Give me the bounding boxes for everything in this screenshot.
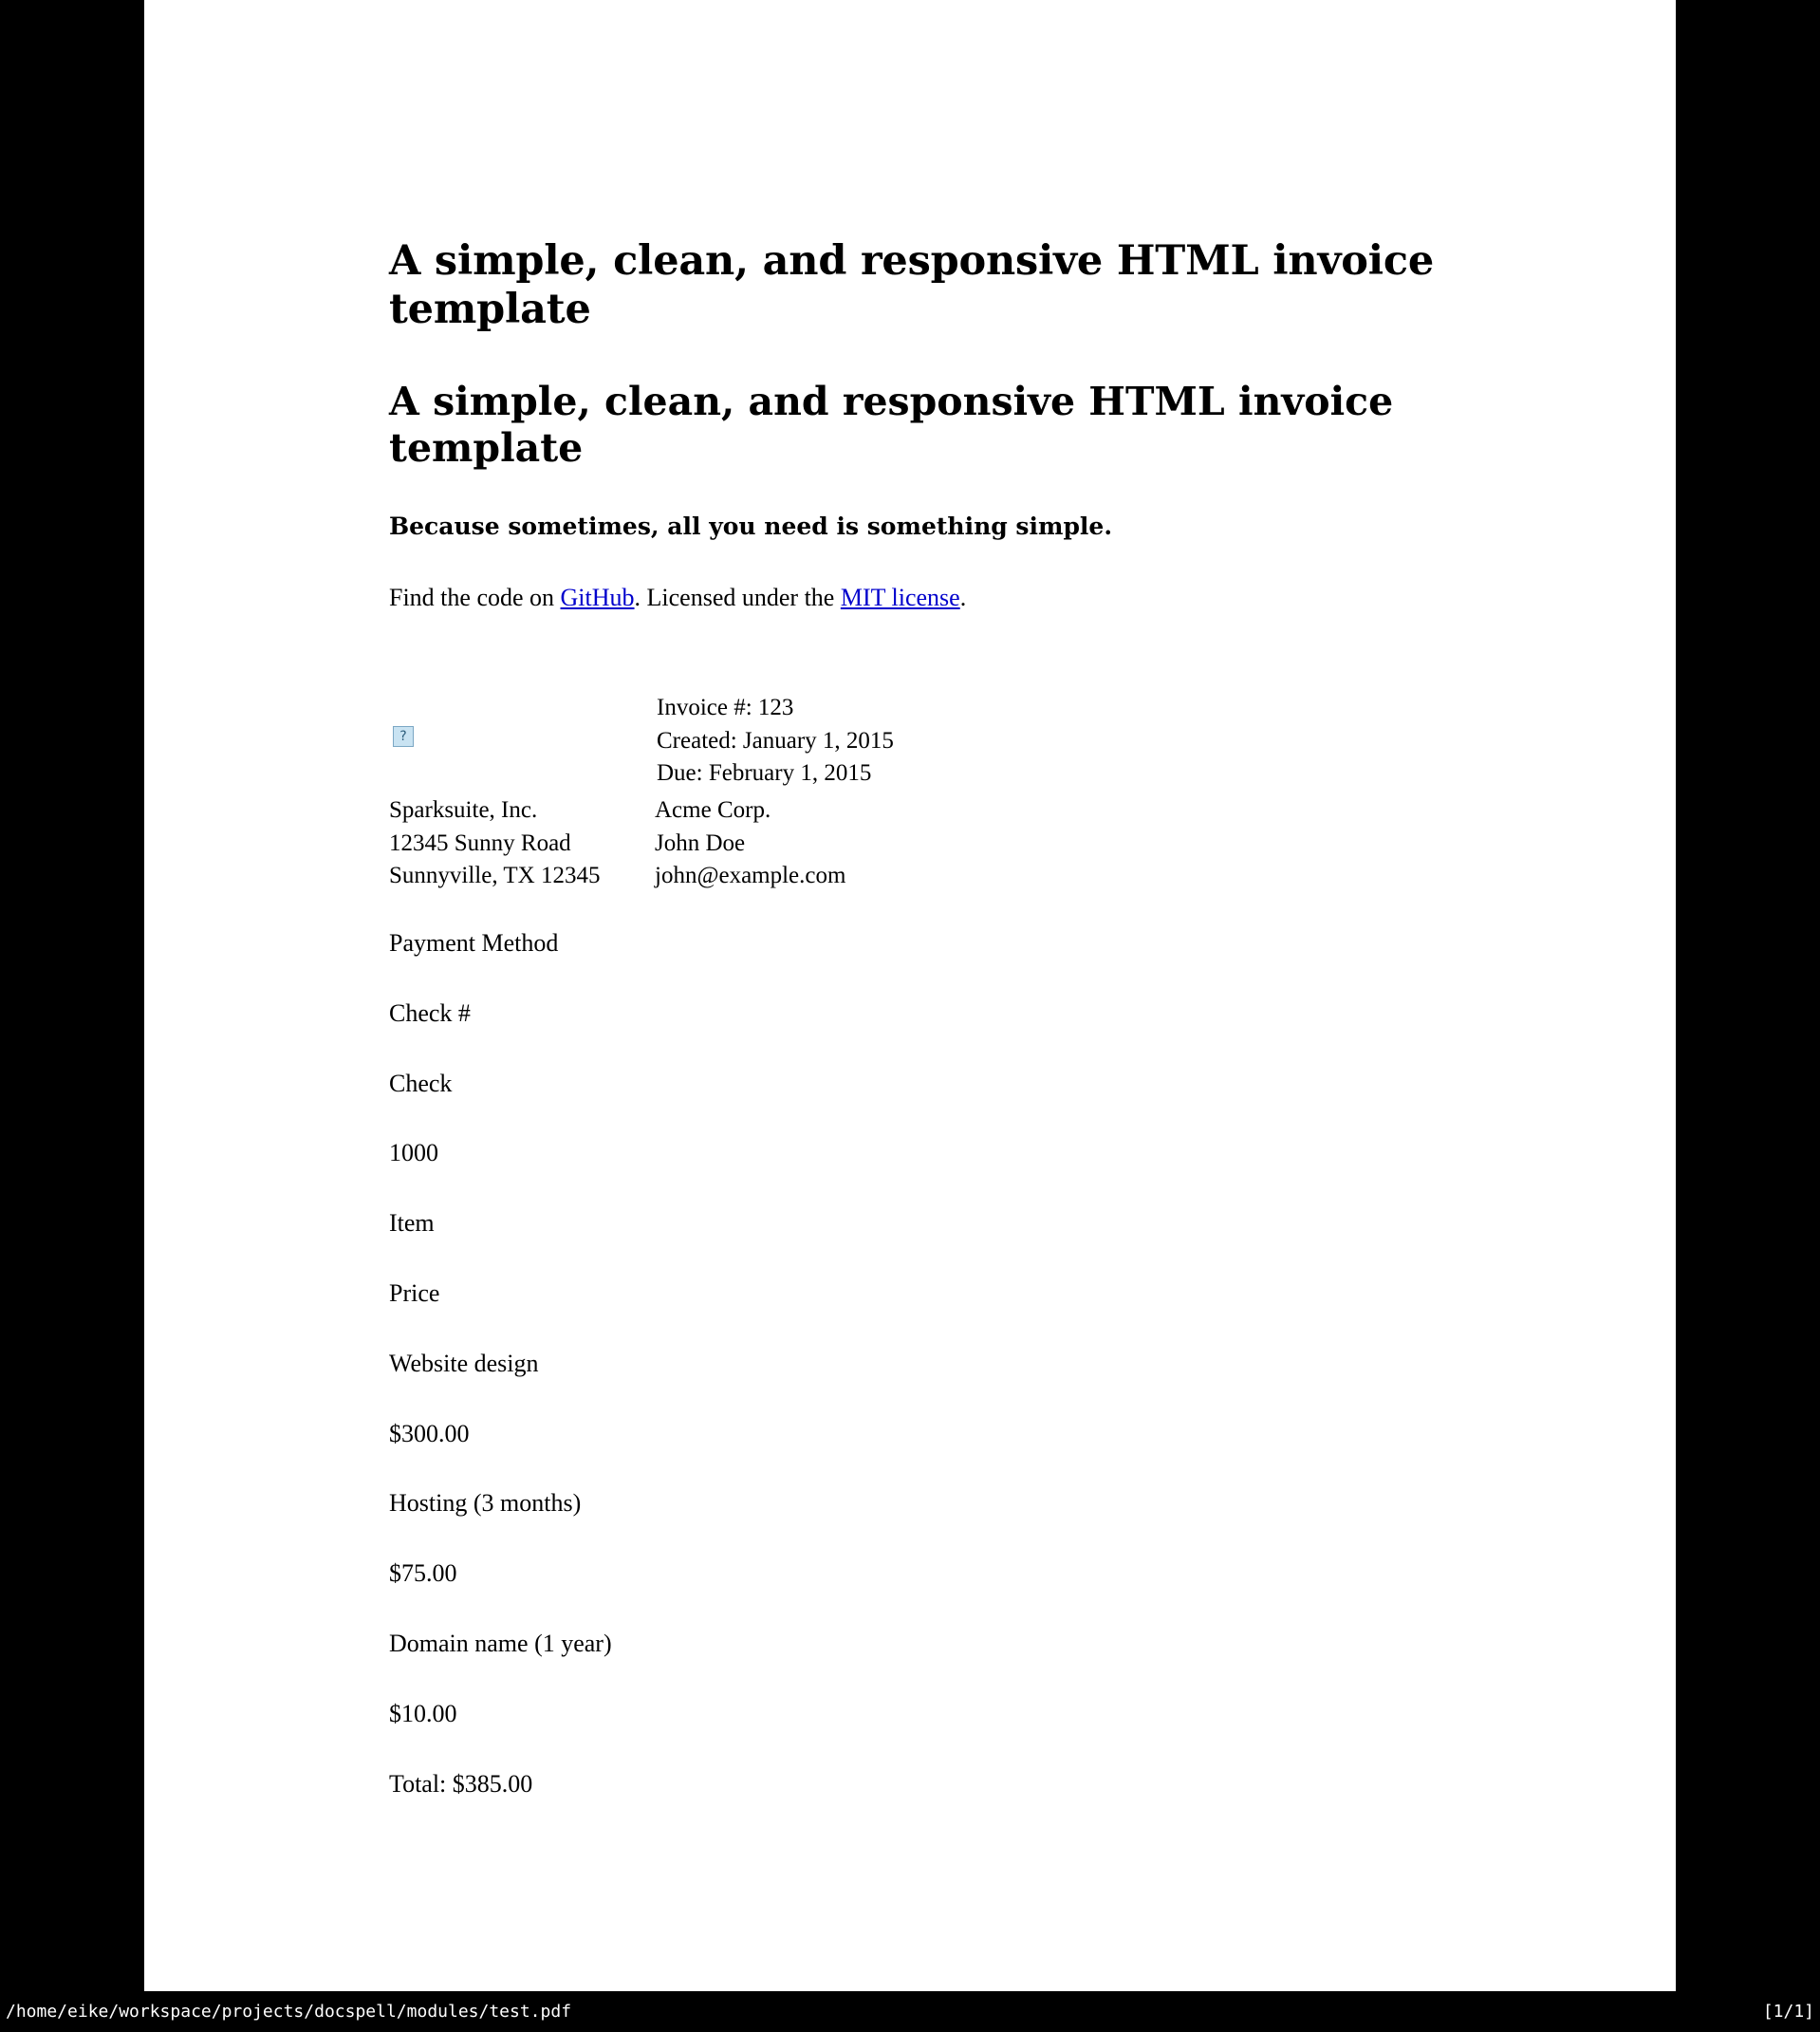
list-item: Website design	[389, 1349, 539, 1377]
code-line-suffix: .	[959, 584, 967, 612]
file-path: /home/eike/workspace/projects/docspell/modules/test.pdf	[6, 2002, 572, 2022]
invoice-total: Total: $385.00	[389, 1769, 533, 1798]
invoice-due-date: Due: February 1, 2015	[657, 760, 872, 787]
list-item: Hosting (3 months)	[389, 1489, 582, 1518]
invoice-header	[389, 692, 1452, 787]
broken-image-icon: ?	[393, 726, 414, 747]
document-tagline: Because sometimes, all you need is something simple.	[389, 513, 1113, 541]
list-item: Item	[389, 1209, 435, 1238]
invoice-lines	[389, 927, 1452, 1799]
code-line-prefix: Find the code on	[389, 584, 561, 612]
document-subtitle: A simple, clean, and responsive HTML invoice template	[389, 379, 1394, 471]
document-page	[144, 0, 1676, 1991]
list-item: Check #	[389, 998, 471, 1027]
sender-street: 12345 Sunny Road	[389, 830, 571, 856]
sender-city: Sunnyville, TX 12345	[389, 863, 601, 889]
list-item: Check	[389, 1069, 453, 1097]
page-content	[389, 237, 1452, 1799]
github-link[interactable]: GitHub	[560, 584, 635, 612]
status-bar	[0, 1991, 1820, 2032]
mit-license-link[interactable]: MIT license	[840, 584, 960, 612]
list-item: Payment Method	[389, 929, 559, 958]
source-code-line	[389, 582, 1452, 614]
sender-company: Sparksuite, Inc.	[389, 797, 538, 824]
list-item: $300.00	[389, 1419, 470, 1447]
sender-address	[389, 794, 655, 893]
page-title: A simple, clean, and responsive HTML invoice template	[389, 237, 1435, 333]
recipient-address	[655, 794, 1034, 893]
recipient-name: John Doe	[655, 830, 746, 856]
list-item: Domain name (1 year)	[389, 1629, 612, 1657]
recipient-email: john@example.com	[655, 863, 846, 889]
page-indicator: [1/1]	[1762, 2002, 1814, 2022]
invoice-number: Invoice #: 123	[657, 695, 794, 721]
address-block	[389, 794, 1452, 889]
list-item: $75.00	[389, 1559, 457, 1588]
list-item: 1000	[389, 1139, 438, 1167]
invoice-created-date: Created: January 1, 2015	[657, 727, 894, 754]
invoice-meta	[657, 692, 894, 791]
code-line-middle: . Licensed under the	[634, 584, 841, 612]
recipient-company: Acme Corp.	[655, 797, 771, 824]
list-item: $10.00	[389, 1699, 457, 1727]
list-item: Price	[389, 1279, 440, 1307]
